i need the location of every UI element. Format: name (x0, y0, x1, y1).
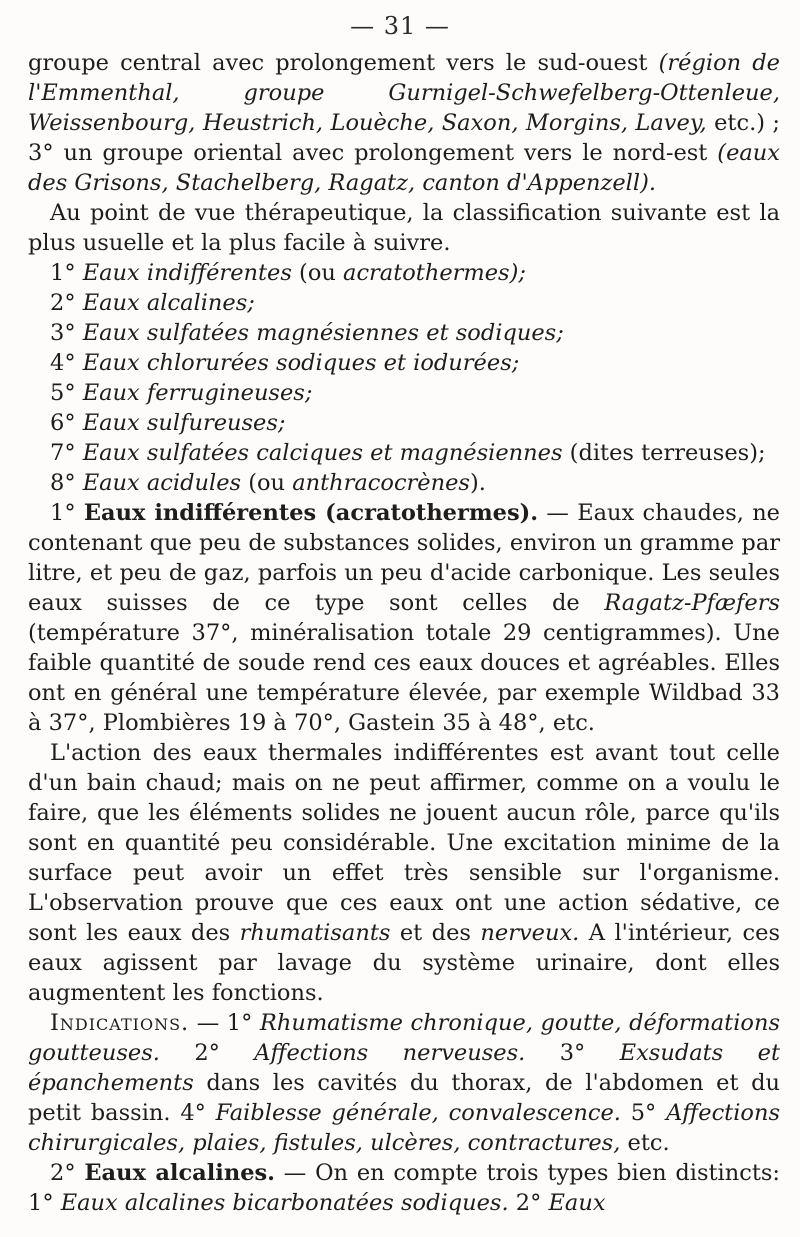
text-run: 5° (620, 1100, 667, 1126)
text-run: (température 37°, minéralisation totale 29 centigrammes). Une faible quantité de soude rend ces eaux douces et agréables. Elles ont en général une température élevée, par exemple Wildbad 33 à 37°, Plombières 19 à 70°, Gastein 35 à 48°, etc. (28, 620, 780, 736)
classification-item (28, 318, 780, 348)
classification-list (28, 258, 780, 498)
list-number: 6° (50, 410, 83, 436)
italic-run: Eaux sulfureuses; (82, 410, 286, 436)
text-run: — Eaux chaudes, ne contenant que peu de substances solides, environ un gramme par litre, et peu de gaz, parfois un peu d'acide carbonique. Les seules eaux suisses de ce type sont celles de (28, 500, 781, 616)
page-text (28, 48, 780, 1218)
italic-run: Affections chirurgicales, plaies, fistules, ulcères, contractures, (28, 1100, 780, 1156)
text-run: (ou (291, 260, 344, 286)
italic-run: Eaux alcalines bicarbonatées sodiques. (60, 1190, 509, 1216)
italic-run: Ragatz-Pfæfers (604, 590, 780, 616)
list-number: 2° (50, 290, 83, 316)
text-run: (ou (241, 470, 293, 496)
list-number: 7° (50, 440, 83, 466)
text-run: A l'intérieur, ces eaux agissent par lavage du système urinaire, dont elles augmentent les fonctions. (28, 920, 780, 1006)
italic-run: Eaux (548, 1190, 606, 1216)
italic-run: Exsudats et épanchements (28, 1040, 780, 1096)
section-heading: Eaux alcalines. (84, 1160, 276, 1186)
list-number: 4° (50, 350, 83, 376)
classification-item (28, 468, 780, 498)
text-run: 2° (159, 1040, 255, 1066)
italic-run: Eaux alcalines; (82, 290, 255, 316)
classification-item (28, 288, 780, 318)
italic-run: Eaux indifférentes (82, 260, 292, 286)
list-number: 5° (50, 380, 83, 406)
text-run: et des (390, 920, 481, 946)
italic-run: Faiblesse générale, convalescence. (215, 1100, 621, 1126)
italic-run: anthracocrènes (292, 470, 470, 496)
italic-run: nerveux. (480, 920, 580, 946)
paragraph-indications (28, 1008, 780, 1158)
classification-item (28, 258, 780, 288)
text-run: (dites terreuses); (562, 440, 766, 466)
classification-item (28, 408, 780, 438)
page-number: — 31 — (350, 12, 450, 40)
list-number: 3° (50, 320, 83, 346)
italic-run: Affections nerveuses. (254, 1040, 526, 1066)
italic-run: rhumatisants (239, 920, 391, 946)
paragraph-alcalines (28, 1158, 780, 1218)
classification-item (28, 378, 780, 408)
italic-run: Eaux sulfatées magnésiennes et sodiques; (82, 320, 564, 346)
text-run: etc. (620, 1130, 670, 1156)
text-run: 3° (525, 1040, 620, 1066)
text-run: etc.) ; 3° un groupe oriental avec prolongement vers le nord-est (28, 110, 781, 166)
text-run: — On en compte trois types bien distincts: 1° (28, 1160, 780, 1216)
list-number: 8° (50, 470, 83, 496)
italic-run: Eaux ferrugineuses; (82, 380, 313, 406)
indications-label: Indications. (50, 1010, 190, 1036)
list-number: 1° (50, 500, 84, 526)
list-number: 1° (50, 260, 83, 286)
paragraph-regions (28, 48, 780, 198)
classification-item (28, 438, 780, 468)
text-run: dans les cavités du thorax, de l'abdomen et du petit bassin. 4° (28, 1070, 780, 1126)
paragraph-action (28, 738, 780, 1008)
paragraph-therapeutic: Au point de vue thérapeutique, la classification suivante est la plus usuelle et la plus facile à suivre. (28, 200, 780, 256)
text-run: groupe central avec prolongement vers le sud-ouest (28, 50, 659, 76)
text-run: — 1° (189, 1010, 260, 1036)
italic-run: (région de l'Emmenthal, groupe Gurnigel-Schwefelberg-Ottenleue, Weissenbourg, Heustrich, Louèche, Saxon, Morgins, Lavey, (28, 50, 780, 136)
italic-run: Eaux sulfatées calciques et magnésiennes (82, 440, 563, 466)
text-run: 2° (508, 1190, 549, 1216)
text-run: ). (469, 470, 486, 496)
paragraph-indifferentes (28, 498, 780, 738)
italic-run: (eaux des Grisons, Stachelberg, Ragatz, canton d'Appenzell). (28, 140, 780, 196)
italic-run: Eaux chlorurées sodiques et iodurées; (82, 350, 520, 376)
italic-run: Eaux acidules (82, 470, 242, 496)
italic-run: Rhumatisme chronique, goutte, déformations goutteuses. (28, 1010, 780, 1066)
section-heading: Eaux indifférentes (acratothermes). (83, 500, 539, 526)
text-run: L'action des eaux thermales indifférentes est avant tout celle d'un bain chaud; mais on ne peut affirmer, comme on a voulu le faire, que les éléments solides ne jouent aucun rôle, parce qu'ils sont en quantité peu considérable. Une excitation minime de la surface peut avoir un effet très sensible sur l'organisme. L'observation prouve que ces eaux ont une action sédative, ce sont les eaux des (28, 740, 780, 946)
italic-run: acratothermes); (343, 260, 526, 286)
classification-item (28, 348, 780, 378)
list-number: 2° (50, 1160, 85, 1186)
